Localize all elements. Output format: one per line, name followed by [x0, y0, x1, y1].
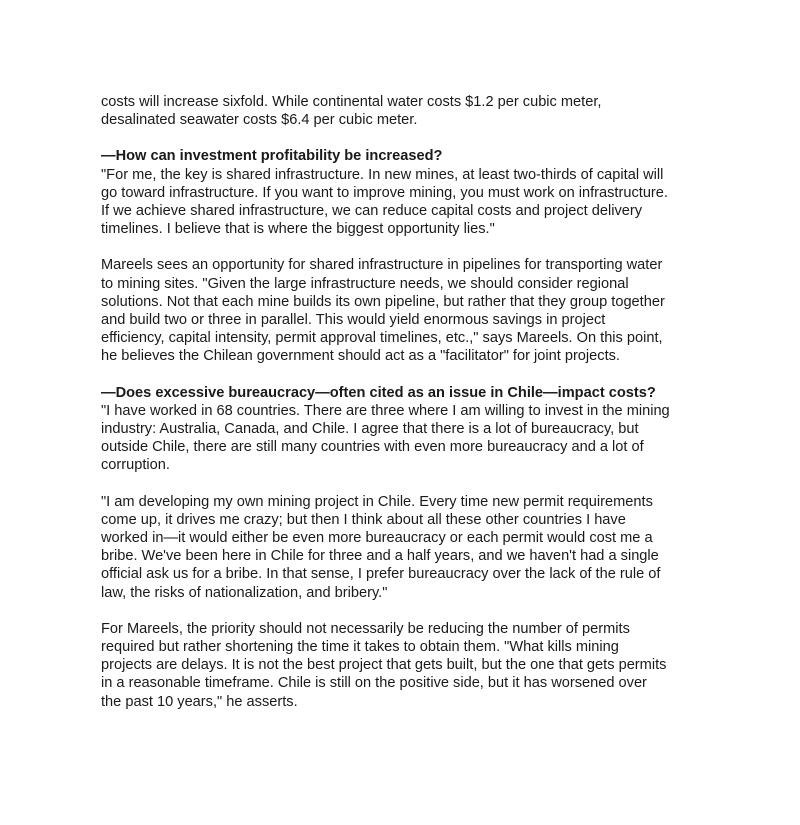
answer-bureaucracy: "I have worked in 68 countries. There are three where I am willing to invest in the mining industry: Australia, Canada, and Chile. I agree that there is a lot of bureaucracy, but outside Chile, there are still many countries with even more bureaucracy and a lot of corruption.	[101, 402, 670, 474]
paragraph-shared-infrastructure: Mareels sees an opportunity for shared infrastructure in pipelines for transporting water to mining sites. "Given the large infrastructure needs, we should consider regional solutions. Not that each mine builds its own pipeline, but rather that they group together and build two or three in parallel. This would yield enormous savings in project efficiency, capital intensity, permit approval timelines, etc.," says Mareels. On this point, he believes the Chilean government should act as a "facilitator" for joint projects.	[101, 257, 665, 365]
qa-block-profitability	[101, 147, 711, 238]
qa-block-bureaucracy	[101, 384, 711, 475]
paragraph-water-costs: costs will increase sixfold. While continental water costs $1.2 per cubic meter, desalinated seawater costs $6.4 per cubic meter.	[101, 94, 602, 129]
question-bureaucracy: —Does excessive bureaucracy—often cited as an issue in Chile—impact costs?	[101, 384, 656, 401]
question-profitability: —How can investment profitability be increased?	[101, 148, 443, 165]
answer-profitability: "For me, the key is shared infrastructure. In new mines, at least two-thirds of capital will go toward infrastructure. If you want to improve mining, you must work on infrastructure. If we achieve shared infrastructure, we can reduce capital costs and project delivery timelines. I believe that is where the biggest opportunity lies."	[101, 166, 668, 238]
paragraph-permit-delays: For Mareels, the priority should not necessarily be reducing the number of permits required but rather shortening the time it takes to obtain them. "What kills mining projects are delays. It is not the best project that gets built, but the one that gets permits in a reasonable timeframe. Chile is still on the positive side, but it has worsened over the past 10 years," he asserts.	[101, 620, 667, 710]
paragraph-own-project: "I am developing my own mining project in Chile. Every time new permit requirements come up, it drives me crazy; but then I think about all these other countries I have worked in—it would either be even more bureaucracy or each permit would cost me a bribe. We've been here in Chile for three and a half years, and we haven't had a single official ask us for a bribe. In that sense, I prefer bureaucracy over the lack of the rule of law, the risks of nationalization, and bribery."	[101, 493, 661, 601]
document-body	[101, 93, 711, 729]
